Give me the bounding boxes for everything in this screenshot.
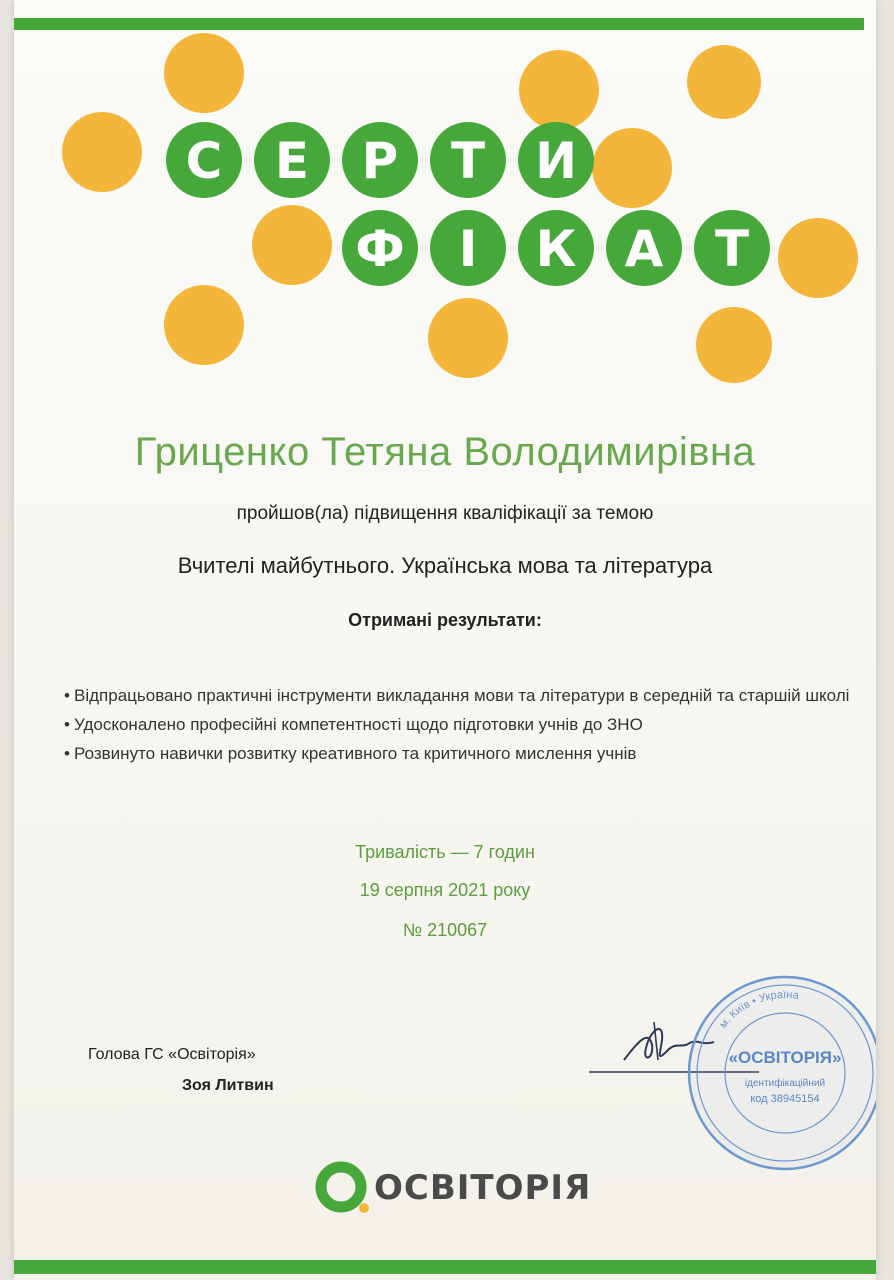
results-heading: Отримані результати: (348, 610, 542, 630)
title-line-2 (342, 210, 770, 286)
certificate-number: № 210067 (402, 920, 488, 940)
title-letter: І (458, 220, 478, 278)
decorative-orange-dots (62, 33, 858, 383)
signer-name: Зоя Литвин (182, 1077, 274, 1094)
logo-text: ОСВІТОРІЯ (374, 1168, 592, 1208)
title-letter: К (535, 220, 577, 278)
title-letter: С (185, 132, 223, 190)
title-letter: Ф (355, 220, 405, 278)
certificate-sheet (14, 0, 876, 1280)
list-item: • Відпрацьовано практичні інструменти викладання мови та літератури в середній та старшій школі (64, 683, 854, 709)
signer-title: Голова ГС «Освіторія» (88, 1046, 256, 1063)
stamp-outer-text: м. Київ • Україна (717, 988, 800, 1031)
title-letter: Р (361, 132, 399, 190)
results-list (64, 683, 854, 770)
title-letter: И (535, 132, 577, 190)
logo-ring-icon (314, 1158, 372, 1216)
title-letter: Е (274, 132, 310, 190)
title-line-1 (166, 122, 594, 198)
duration: Тривалість — 7 годин (355, 842, 535, 862)
course-topic: Вчителі майбутнього. Українська мова та література (177, 553, 713, 578)
title-letter: А (624, 220, 664, 278)
issue-date: 19 серпня 2021 року (359, 880, 531, 900)
passed-text: пройшов(ла) підвищення кваліфікації за темою (236, 503, 654, 524)
recipient-name: Гриценко Тетяна Володимирівна (134, 430, 756, 474)
official-stamp (680, 968, 876, 1178)
stamp-code: код 38945154 (750, 1093, 820, 1105)
certificate-title-graphic (14, 0, 876, 420)
list-item: • Розвинуто навички розвитку креативного та критичного мислення учнів (64, 741, 854, 767)
list-item: • Удосконалено професійні компетентності щодо підготовки учнів до ЗНО (64, 712, 854, 738)
stamp-label: ідентифікаційний (744, 1078, 826, 1089)
title-letter: Т (450, 132, 486, 190)
bottom-green-stripe (14, 1260, 876, 1274)
title-letter: Т (714, 220, 750, 278)
stamp-org-name: «ОСВІТОРІЯ» (728, 1048, 842, 1067)
osvitoria-logo (314, 1152, 614, 1222)
